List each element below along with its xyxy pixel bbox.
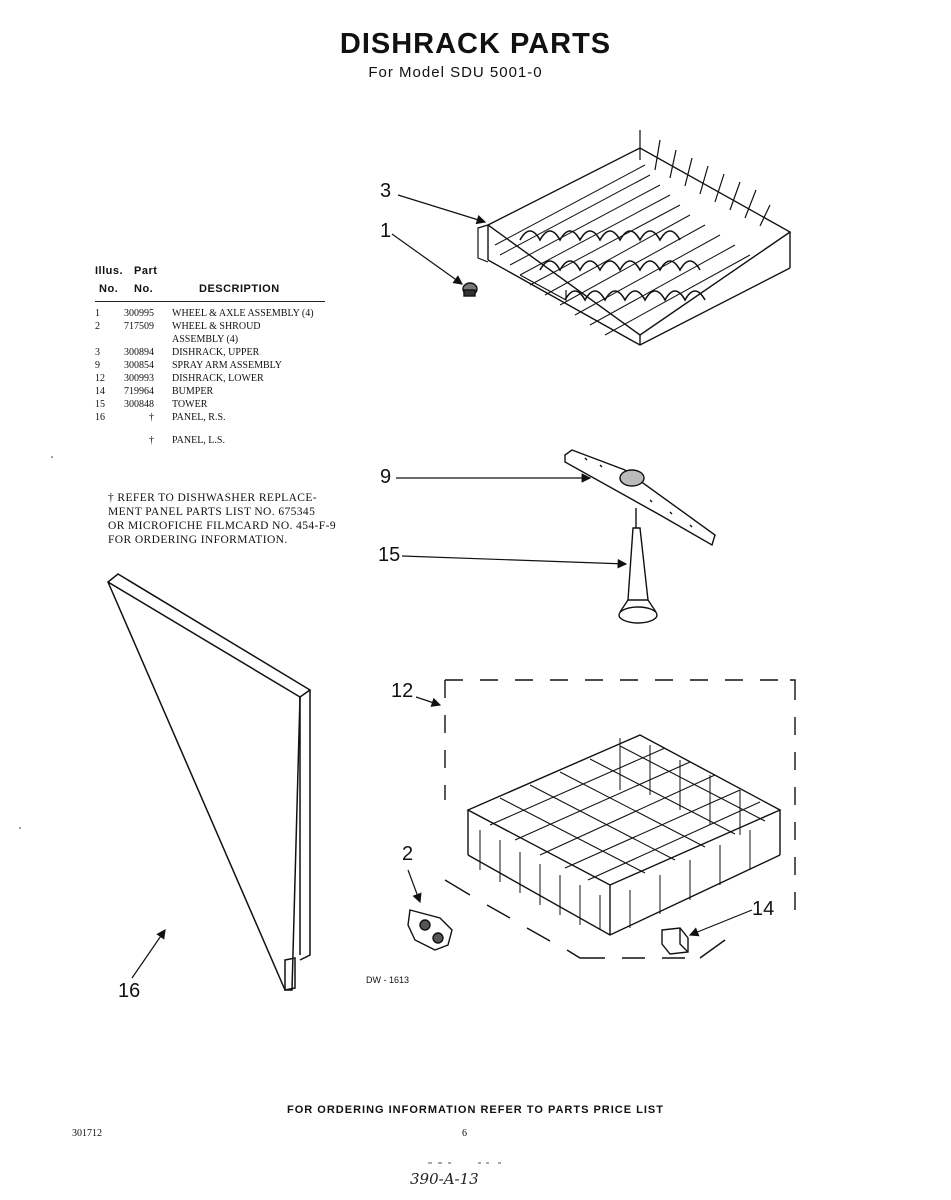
illus-cell: 1 <box>95 308 100 319</box>
note-line: OR MICROFICHE FILMCARD NO. 454-F-9 <box>108 520 336 532</box>
illus-cell: 16 <box>95 412 105 423</box>
col-header-illus-2: No. <box>99 283 119 295</box>
wheel-axle-drawing <box>463 283 477 296</box>
page-subtitle: For Model SDU 5001-0 <box>368 64 543 81</box>
callout-leaders <box>132 195 752 978</box>
part-number-cell: † <box>149 435 154 446</box>
callout-16: 16 <box>118 980 141 1002</box>
illus-cell: 12 <box>95 373 105 384</box>
side-panel-drawing <box>108 574 310 990</box>
description-cell: PANEL, L.S. <box>172 435 225 446</box>
description-cell: BUMPER <box>172 386 214 397</box>
part-number-cell: 300993 <box>124 373 154 384</box>
callout-12: 12 <box>391 680 414 702</box>
description-cell: DISHRACK, UPPER <box>172 347 260 358</box>
callout-2: 2 <box>402 843 414 865</box>
col-header-part-2: No. <box>134 283 154 295</box>
ordering-instruction: FOR ORDERING INFORMATION REFER TO PARTS PRICE LIST <box>287 1104 664 1116</box>
callout-14: 14 <box>752 898 775 920</box>
description-cell: SPRAY ARM ASSEMBLY <box>172 360 282 371</box>
part-number-cell: 300894 <box>124 347 154 358</box>
description-cell: PANEL, R.S. <box>172 412 226 423</box>
tower-drawing <box>619 508 657 623</box>
part-number-cell: 300995 <box>124 308 154 319</box>
note-line: † REFER TO DISHWASHER REPLACE- <box>108 492 318 504</box>
illus-cell: 2 <box>95 321 100 332</box>
part-number-cell: 717509 <box>124 321 154 332</box>
page-number: 6 <box>462 1128 467 1139</box>
illus-cell: 14 <box>95 386 105 397</box>
wheel-shroud-drawing <box>408 910 452 950</box>
note-line: MENT PANEL PARTS LIST NO. 675345 <box>108 506 316 518</box>
lower-dishrack-drawing <box>445 680 795 958</box>
illus-cell: 15 <box>95 399 105 410</box>
upper-dishrack-drawing <box>478 130 790 345</box>
description-cell: WHEEL & AXLE ASSEMBLY (4) <box>172 308 314 319</box>
part-number-cell: † <box>149 412 154 423</box>
callout-1: 1 <box>380 220 392 242</box>
col-header-illus-1: Illus. <box>95 265 124 277</box>
page-title: DISHRACK PARTS <box>339 28 612 60</box>
handwritten-annotation: 390-A-13 <box>410 1170 479 1188</box>
callout-9: 9 <box>380 466 392 488</box>
col-header-description: DESCRIPTION <box>199 283 280 295</box>
callout-15: 15 <box>378 544 401 566</box>
part-number-cell: 719964 <box>124 386 154 397</box>
stray-dot <box>19 827 21 829</box>
illus-cell: 3 <box>95 347 100 358</box>
part-number-cell: 300848 <box>124 399 154 410</box>
callout-3: 3 <box>380 180 392 202</box>
document-number: 301712 <box>72 1128 102 1139</box>
illus-cell: 9 <box>95 360 100 371</box>
stray-dot <box>51 456 53 458</box>
bumper-drawing <box>662 928 688 954</box>
col-header-part-1: Part <box>134 265 158 277</box>
note-line: FOR ORDERING INFORMATION. <box>108 534 288 546</box>
drawing-code: DW - 1613 <box>366 975 410 985</box>
description-cell: ASSEMBLY (4) <box>172 334 239 345</box>
description-cell: TOWER <box>172 399 208 410</box>
description-cell: DISHRACK, LOWER <box>172 373 264 384</box>
part-number-cell: 300854 <box>124 360 154 371</box>
description-cell: WHEEL & SHROUD <box>172 321 261 332</box>
